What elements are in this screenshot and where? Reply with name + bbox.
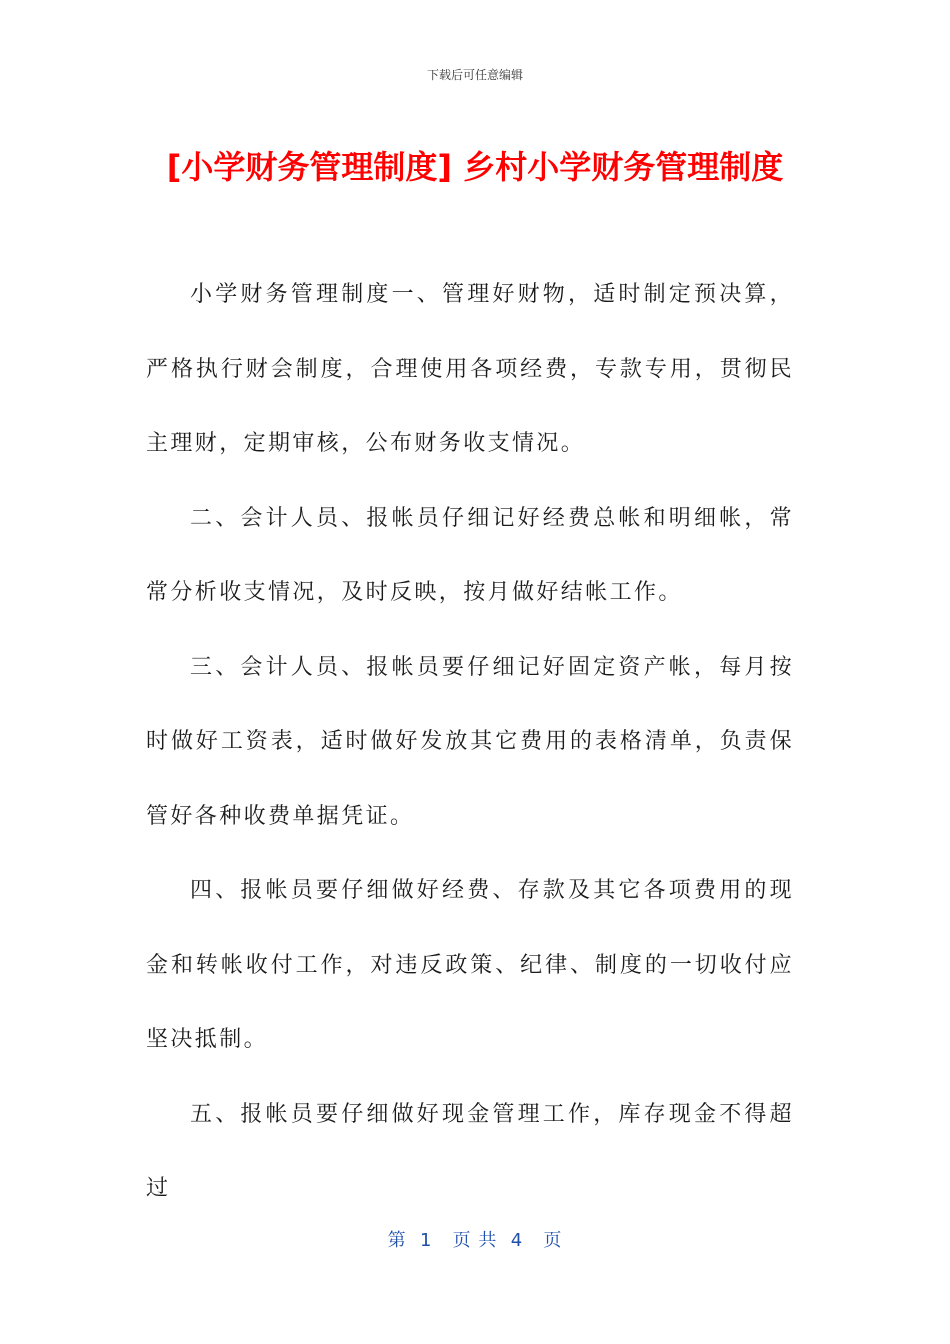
paragraph-4: 四、报帐员要仔细做好经费、存款及其它各项费用的现金和转帐收付工作，对违反政策、纪律、制度的一切收付应坚决抵制。 xyxy=(146,878,794,1052)
document-title: [小学财务管理制度] 乡村小学财务管理制度 xyxy=(166,148,784,186)
paragraph-3: 三、会计人员、报帐员要仔细记好固定资产帐，每月按时做好工资表，适时做好发放其它费用的表格清单，负责保管好各种收费单据凭证。 xyxy=(146,654,794,829)
paragraph-2: 二、会计人员、报帐员仔细记好经费总帐和明细帐，常常分析收支情况，及时反映，按月做好结帐工作。 xyxy=(146,505,794,605)
paragraph-1: 小学财务管理制度一、管理好财物，适时制定预决算，严格执行财会制度，合理使用各项经费，专款专用，贯彻民主理财，定期审核，公布财务收支情况。 xyxy=(146,282,794,456)
document-body xyxy=(146,258,794,1227)
header-note: 下载后可任意编辑 xyxy=(426,68,523,82)
page-number-footer: 第 1 页 共 4 页 xyxy=(387,1230,563,1251)
paragraph-5: 五、报帐员要仔细做好现金管理工作，库存现金不得超过 xyxy=(146,1101,794,1201)
